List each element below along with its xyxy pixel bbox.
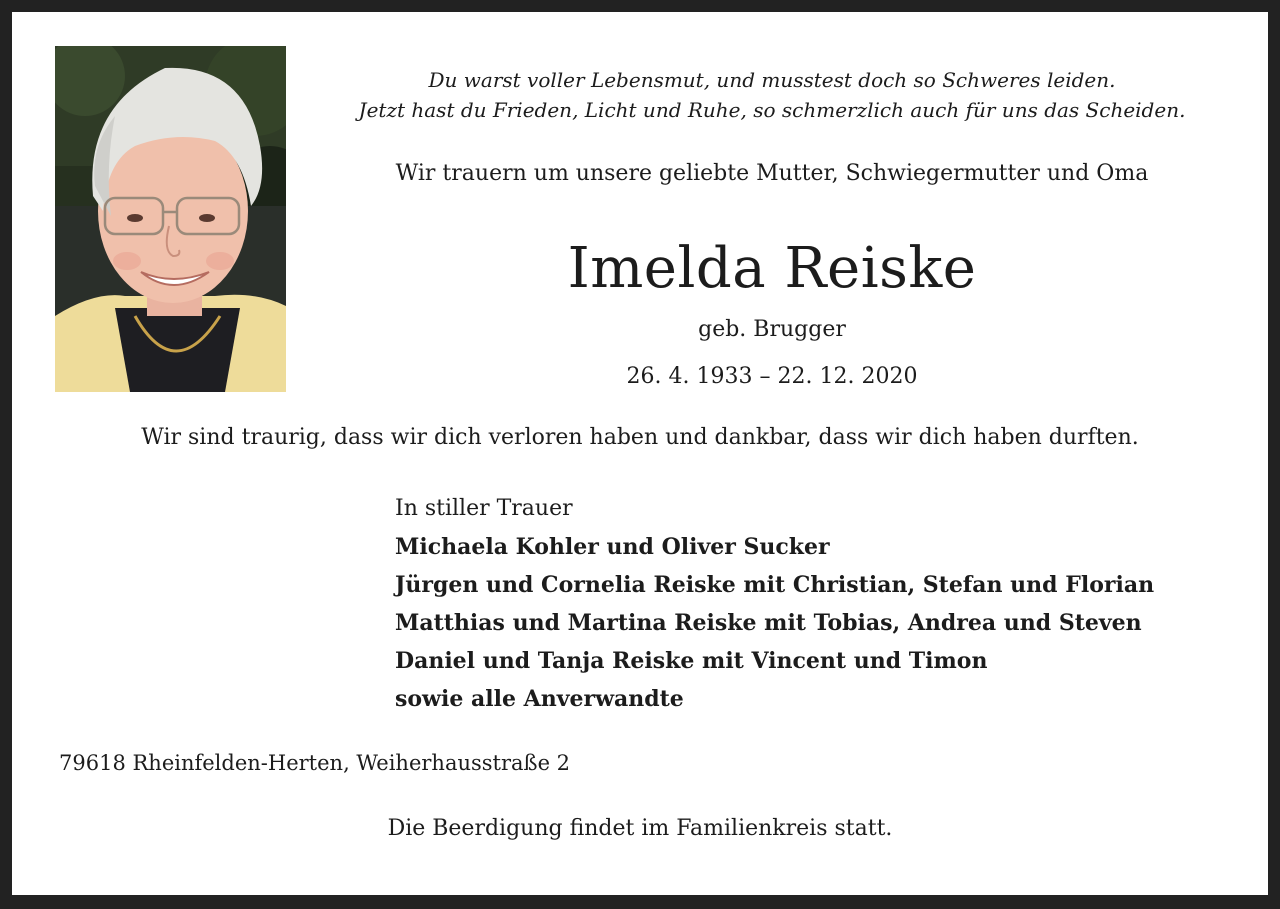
quote-line-1: Du warst voller Lebensmut, und musstest doch so Schweres leiden. bbox=[428, 68, 1116, 92]
mourner-entry: Michaela Kohler und Oliver Sucker bbox=[395, 534, 830, 560]
mourners-list bbox=[395, 490, 1154, 718]
life-dates: 26. 4. 1933 – 22. 12. 2020 bbox=[626, 364, 918, 389]
mourner-entry: Daniel und Tanja Reiske mit Vincent und Timon bbox=[395, 648, 988, 674]
mourner-entry: Jürgen und Cornelia Reiske mit Christian, Stefan und Florian bbox=[395, 572, 1155, 598]
funeral-note: Die Beerdigung findet im Familienkreis statt. bbox=[387, 816, 893, 841]
address: 79618 Rheinfelden-Herten, Weiherhausstraße 2 bbox=[59, 751, 571, 775]
mourner-entry: Matthias und Martina Reiske mit Tobias, Andrea und Steven bbox=[395, 610, 1142, 636]
maiden-name: geb. Brugger bbox=[698, 317, 846, 342]
obituary-card bbox=[12, 12, 1268, 895]
gratitude-text: Wir sind traurig, dass wir dich verloren haben und dankbar, dass wir dich haben durften. bbox=[141, 425, 1139, 450]
intro-text: Wir trauern um unsere geliebte Mutter, Schwiegermutter und Oma bbox=[395, 161, 1149, 186]
portrait-photo bbox=[55, 46, 286, 392]
deceased-name: Imelda Reiske bbox=[567, 236, 977, 301]
mourner-entry: sowie alle Anverwandte bbox=[395, 686, 684, 712]
mourning-intro: In stiller Trauer bbox=[395, 496, 573, 521]
quote-line-2: Jetzt hast du Frieden, Licht und Ruhe, so schmerzlich auch für uns das Scheiden. bbox=[358, 98, 1186, 122]
